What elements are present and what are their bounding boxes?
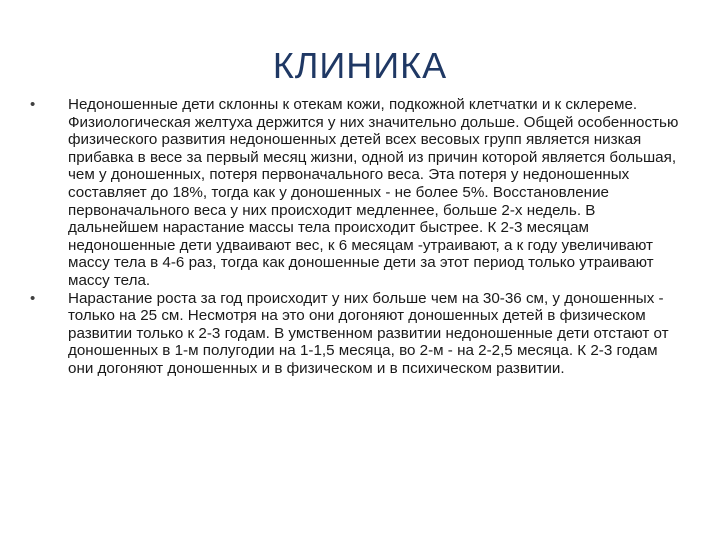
bullet-marker: • bbox=[30, 289, 36, 307]
bullet-text: Нарастание роста за год происходит у них больше чем на 30-36 см, у доношенных - только на 25 см. Несмотря на это они догоняют доношенных детей в физическом развитии только к 2-3 годам. В умственном развитии недоношенные дети отстают от доношенных в 1-м полугодии на 1-1,5 месяца, во 2-м - на 2-2,5 месяца. К 2-3 годам они догоняют доношенных и в физическом и в психическом развитии. bbox=[68, 289, 669, 377]
bullet-marker: • bbox=[30, 96, 36, 113]
bullet-item bbox=[30, 290, 682, 378]
slide-title: КЛИНИКА bbox=[272, 45, 448, 86]
bullet-text: Недоношенные дети склонны к отекам кожи, подкожной клетчатки и к склереме. Физиологическая желтуха держится у них значительно дольше. Общей особенностью физического развития недоношенных детей всех весовых групп является низкая прибавка в весе за первый месяц жизни, одной из причин которой является большая, чем у доношенных, потеря первоначального веса. Эта потеря у недоношенных составляет до 18%, тогда как у доношенных - не более 5%. Восстановление первоначального веса у них происходит медленнее, больше 2-х недель. В дальнейшем нарастание массы тела происходит быстрее. К 2-3 месяцам недоношенные дети удваивают вес, к 6 месяцам -утраивают, а к году увеличивают массу тела в 4-6 раз, тогда как доношенные дети за этот период только утраивают массу тела. bbox=[68, 96, 679, 289]
bullet-item bbox=[30, 96, 682, 290]
bullet-list bbox=[30, 96, 682, 378]
